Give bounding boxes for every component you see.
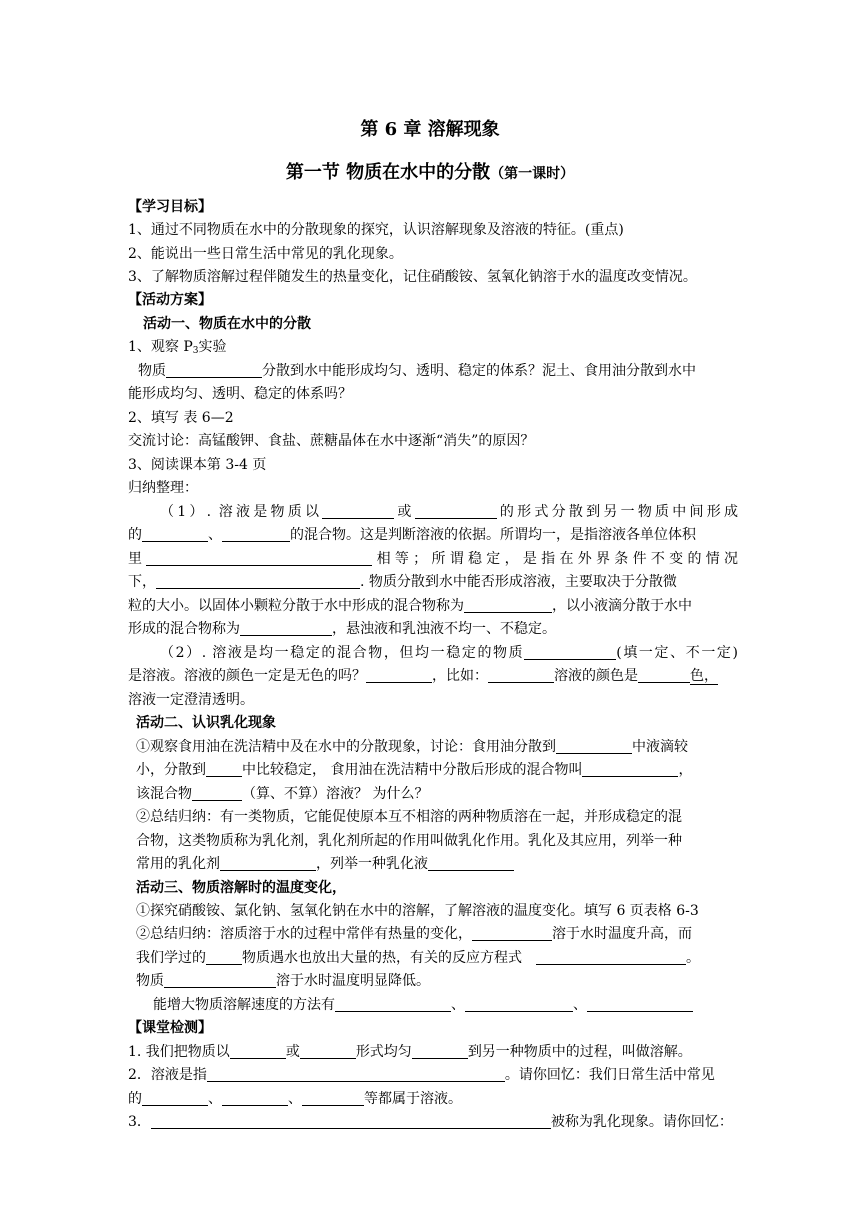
text: 。 [686,950,700,966]
section-title-text: 第一节 物质在水中的分散 [285,162,491,183]
check-heading: 【课堂检测】 [128,1020,212,1036]
blank[interactable] [206,948,242,965]
text: 色， [690,668,718,684]
blank[interactable] [335,995,451,1012]
blank[interactable] [472,924,552,941]
p2-line1 [160,641,738,665]
blank[interactable] [151,1112,551,1129]
text: 的 [128,1091,142,1107]
activity1-q1-line1 [138,359,748,383]
text: 溶于水时温度明显降低。 [276,973,430,989]
activity3-line5 [153,993,738,1017]
activity1-step3: 3、阅读课本第 3-4 页 [128,457,267,473]
p1-line2 [128,523,738,547]
text: 小，分散到 [136,762,206,778]
text: 中液滴较 [632,739,688,755]
activity3-line3 [136,946,738,970]
p1-line3 [128,547,738,571]
step1-text-a: 1、观察 P [128,339,193,355]
activity3-line2 [136,922,738,946]
text: 形式均匀 [355,1044,412,1060]
blank[interactable] [142,525,208,542]
activity2-line1 [136,735,738,759]
text: 。请你回忆：我们日常生活中常见 [504,1067,715,1083]
activity2-title: 活动二、认识乳化现象 [136,715,276,731]
blank[interactable] [488,666,554,683]
activity2-line3 [136,782,738,806]
blank[interactable] [556,737,632,754]
blank[interactable] [220,854,316,871]
blank[interactable] [536,948,686,965]
activity1-step1 [128,335,738,359]
text: ①观察食用油在洗洁精中及在水中的分散现象，讨论：食用油分散到 [136,739,556,755]
activity1-discuss: 交流讨论：高锰酸钾、食盐、蔗糖晶体在水中逐渐“消失”的原因？ [128,433,535,449]
text: 常用的乳化剂 [136,856,220,872]
blank[interactable] [192,784,242,801]
blank[interactable] [146,549,372,566]
text: 是溶液。溶液的颜色一定是无色的吗？ [128,668,366,684]
text: 、 [451,997,465,1013]
text: (填一定、不一定) [616,645,738,661]
text: 该混合物 [136,786,192,802]
q1-text-a: 物质 [138,363,166,379]
step1-subscript: 3 [192,346,199,356]
chapter-title: 第 6 章 溶解现象 [360,119,500,140]
text: ，比如： [432,668,488,684]
text: 被称为乳化现象。请你回忆： [550,1114,733,1130]
activity1-q1-line2: 能形成均匀、透明、稳定的体系吗？ [128,386,352,402]
blank[interactable] [300,1042,356,1059]
text: 到另一种物质中的过程，叫做溶解。 [467,1044,692,1060]
text: 的混合物。这是判断溶液的依据。所谓均一，是指溶液各单位体积 [290,527,696,543]
text: 物质遇水也放出大量的热，有关的反应方程式 [242,950,522,966]
text: 形成的混合物称为 [128,621,240,637]
blank[interactable] [302,1089,364,1106]
text: （1）. 溶液是物质以 [160,504,323,520]
text: 或 [394,504,415,520]
text: 或 [285,1044,300,1060]
text: 2．溶液是指 [128,1067,207,1083]
text: 、 [208,527,222,543]
goals-heading: 【学习目标】 [128,199,212,215]
blank[interactable] [465,995,573,1012]
blank[interactable] [166,361,262,378]
blank[interactable] [206,760,242,777]
blank[interactable] [222,1089,288,1106]
blank[interactable] [240,619,332,636]
step1-text-b: 实验 [198,339,227,355]
activity1-summary: 归纳整理： [128,480,198,496]
p2-line3: 溶液一定澄清透明。 [128,692,254,708]
text: 相等；所谓稳定，是指在外界条件不变的情况 [372,551,738,567]
section-title [0,161,860,186]
activity3-line4 [136,969,738,993]
plan-heading: 【活动方案】 [128,292,212,308]
check-q1 [128,1040,738,1064]
activity3-title: 活动三、物质溶解时的温度变化， [136,880,346,896]
text: ，以小液滴分散于水中 [552,598,692,614]
text: 3． [128,1114,151,1130]
blank[interactable] [415,502,497,519]
p1-line6 [128,617,738,641]
text: ，列举一种乳化液 [316,856,428,872]
q1-text-b: 分散到水中能形成均匀、透明、稳定的体系？泥土、食用油分散到水中 [262,363,696,379]
text: 物质 [136,973,164,989]
text: 的 [128,527,142,543]
blank[interactable] [207,1065,505,1082]
text: ②总结归纳：溶质溶于水的过程中常伴有热量的变化， [136,926,472,942]
text: 、 [573,997,587,1013]
text: . 物质分散到水中能否形成溶液，主要取决于分散微 [360,574,677,590]
text: 等都属于溶液。 [364,1091,462,1107]
activity2-line2 [136,758,738,782]
blank[interactable] [582,760,678,777]
text: ，悬浊液和乳浊液不均一、不稳定。 [332,621,556,637]
blank[interactable] [142,1089,208,1106]
text: 的形式分散到另一物质中间形成 [496,504,738,520]
text: 溶液的颜色是 [554,668,638,684]
blank[interactable] [222,525,290,542]
text: 1. 我们把物质以 [128,1044,230,1060]
blank[interactable] [638,666,690,683]
text: 粒的大小。以固体小颗粒分散于水中形成的混合物称为 [128,598,464,614]
blank[interactable] [322,502,394,519]
activity2-line5: 合物，这类物质称为乳化剂，乳化剂所起的作用叫做乳化作用。乳化及其应用，列举一种 [136,833,682,849]
blank[interactable] [412,1042,468,1059]
text: 、 [288,1091,302,1107]
text: 、 [208,1091,222,1107]
text: 溶于水时温度升高，而 [552,926,692,942]
blank[interactable] [464,596,552,613]
blank[interactable] [428,854,514,871]
activity1-title: 活动一、物质在水中的分散 [143,316,311,332]
blank[interactable] [524,643,616,660]
goal-item-3: 3、了解物质溶解过程伴随发生的热量变化，记住硝酸铵、氢氧化钠溶于水的温度改变情况。 [128,269,697,285]
text: ， [678,762,693,778]
blank[interactable] [230,1042,286,1059]
blank[interactable] [587,995,693,1012]
blank[interactable] [366,666,432,683]
goal-item-2: 2、能说出一些日常生活中常见的乳化现象。 [128,246,403,262]
activity2-line4: ②总结归纳：有一类物质，它能促使原本互不相溶的两种物质溶在一起，并形成稳定的混 [136,809,682,825]
p2-line2 [128,664,738,688]
check-q3 [128,1110,738,1134]
p1-line5 [128,594,738,618]
text: 能增大物质溶解速度的方法有 [153,997,335,1013]
p1-line4 [128,570,738,594]
text: 里 [128,551,147,567]
check-q2-line1 [128,1063,738,1087]
text: （2）. 溶液是均一稳定的混合物，但均一稳定的物质 [160,645,525,661]
text: （算、不算）溶液？ 为什么？ [242,786,429,802]
blank[interactable] [164,971,276,988]
blank[interactable] [156,572,360,589]
text: 我们学过的 [136,950,206,966]
goal-item-1: 1、通过不同物质在水中的分散现象的探究，认识溶解现象及溶液的特征。(重点) [128,222,624,238]
activity1-step2: 2、填写 表 6—2 [128,410,234,426]
activity3-line1: ①探究硝酸铵、氯化钠、氢氧化钠在水中的溶解，了解溶液的温度变化。填写 6 页表格 6-3 [136,903,699,919]
text: 下， [128,574,156,590]
lesson-note: （第一课时） [490,166,575,182]
activity2-line6 [136,852,738,876]
text: 中比较稳定， 食用油在洗洁精中分散后形成的混合物叫 [242,762,583,778]
check-q2-line2 [128,1087,738,1111]
p1-line1 [160,500,738,524]
